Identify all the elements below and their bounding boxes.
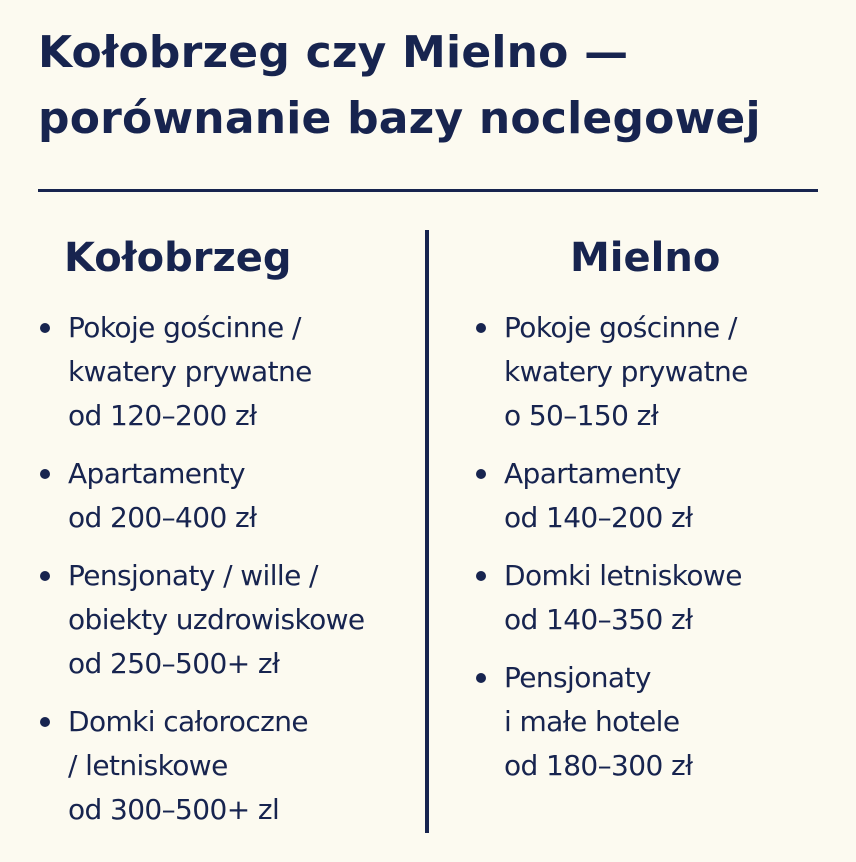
item-label-line: Apartamenty (504, 457, 681, 490)
title-divider (38, 189, 818, 192)
list-item-kolobrzeg-cottages (38, 700, 418, 832)
item-label-line: kwatery prywatne (68, 355, 312, 388)
item-price: od 300–500+ zl (68, 793, 280, 826)
bullet-icon (476, 323, 486, 333)
item-label-line: Pokoje gościnne / (504, 311, 737, 344)
item-label-line: Pensjonaty (504, 661, 651, 694)
list-item-mielno-guesthouses (474, 656, 844, 788)
item-label-line: obiekty uzdrowiskowe (68, 603, 365, 636)
kolobrzeg-list (38, 306, 418, 832)
item-price: od 250–500+ zł (68, 647, 280, 680)
list-item-mielno-rooms (474, 306, 844, 438)
column-divider (425, 230, 429, 833)
mielno-list (474, 306, 844, 788)
list-item-kolobrzeg-rooms (38, 306, 418, 438)
list-item-mielno-apartments (474, 452, 844, 540)
list-item-mielno-cottages (474, 554, 844, 642)
bullet-icon (40, 717, 50, 727)
item-label-line: / letniskowe (68, 749, 228, 782)
page-title (38, 20, 828, 152)
bullet-icon (476, 673, 486, 683)
mielno-column (474, 228, 844, 802)
item-label-line: Pensjonaty / wille / (68, 559, 318, 592)
bullet-icon (40, 571, 50, 581)
item-price: od 140–350 zł (504, 603, 693, 636)
item-label-line: i małe hotele (504, 705, 680, 738)
page-title-line-2: porównanie bazy noclegowej (38, 93, 761, 144)
bullet-icon (40, 469, 50, 479)
item-price: od 200–400 zł (68, 501, 257, 534)
bullet-icon (476, 469, 486, 479)
list-item-kolobrzeg-guesthouses (38, 554, 418, 686)
kolobrzeg-column (38, 228, 418, 846)
kolobrzeg-heading: Kołobrzeg (64, 235, 292, 281)
item-label-line: kwatery prywatne (504, 355, 748, 388)
item-label-line: Domki letniskowe (504, 559, 742, 592)
item-label-line: Apartamenty (68, 457, 245, 490)
item-label-line: Pokoje gościnne / (68, 311, 301, 344)
item-price: o 50–150 zł (504, 399, 659, 432)
item-price: od 120–200 zł (68, 399, 257, 432)
mielno-heading: Mielno (570, 235, 721, 281)
page-title-line-1: Kołobrzeg czy Mielno — (38, 27, 629, 78)
item-label-line: Domki całoroczne (68, 705, 308, 738)
item-price: od 140–200 zł (504, 501, 693, 534)
list-item-kolobrzeg-apartments (38, 452, 418, 540)
bullet-icon (40, 323, 50, 333)
item-price: od 180–300 zł (504, 749, 693, 782)
bullet-icon (476, 571, 486, 581)
